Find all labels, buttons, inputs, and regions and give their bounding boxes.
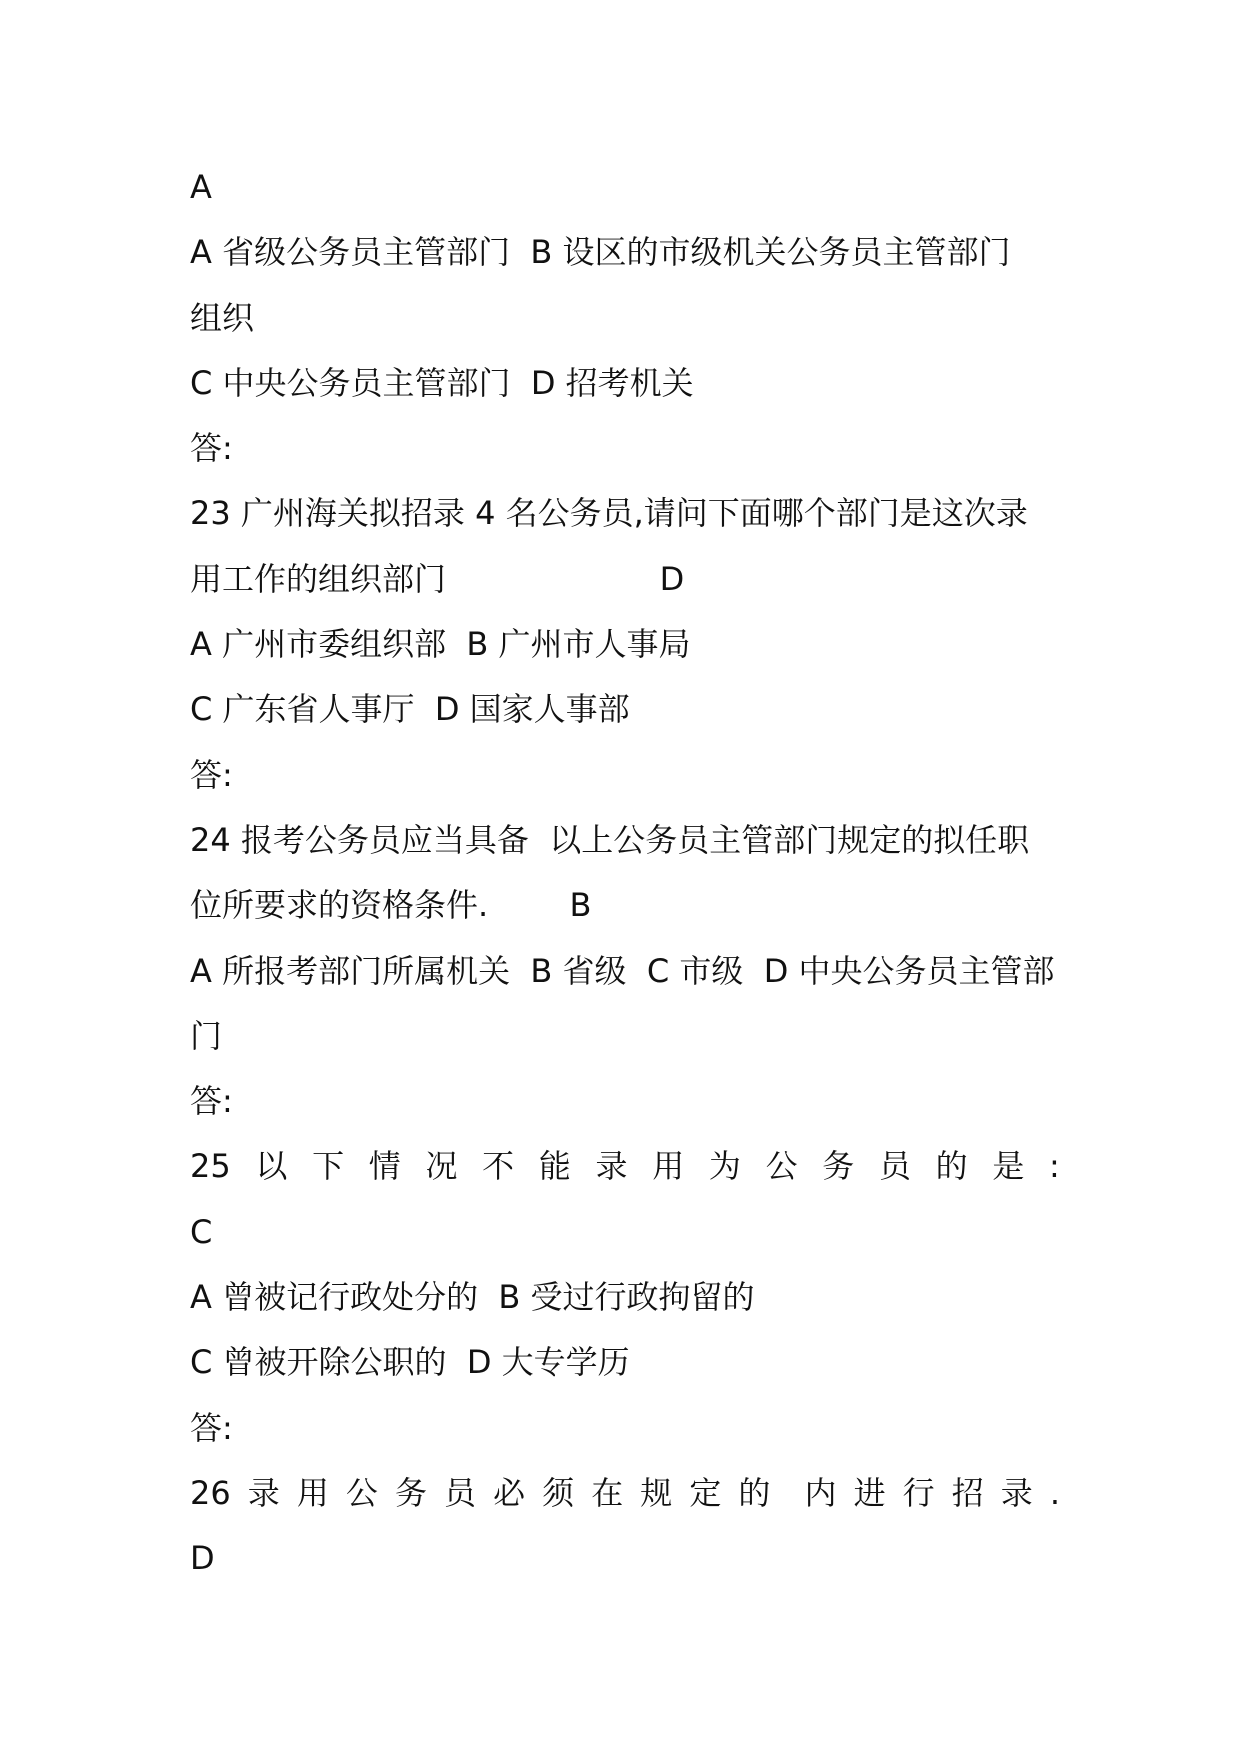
q25-char: 录 xyxy=(595,1147,628,1186)
q26-char: . xyxy=(1049,1473,1060,1512)
answer-22: A xyxy=(190,168,212,206)
q26-char: 进 xyxy=(853,1473,886,1512)
q25-options-ab: A 曾被记行政处分的 B 受过行政拘留的 xyxy=(190,1278,755,1317)
q25-char: 下 xyxy=(312,1147,345,1186)
document-body xyxy=(190,155,1070,1592)
q25-char: 为 xyxy=(708,1147,741,1186)
answer-25: C xyxy=(190,1212,213,1251)
q25-char: 以 xyxy=(255,1147,288,1186)
q26-char: 录 xyxy=(247,1473,280,1512)
q25-char: 情 xyxy=(368,1147,401,1186)
question-26 xyxy=(190,1461,1060,1526)
q26-char: 内 xyxy=(804,1473,837,1512)
question-24-cont: 位所要求的资格条件. B xyxy=(190,886,592,925)
q26-char: 须 xyxy=(542,1473,575,1512)
question-24: 24 报考公务员应当具备 以上公务员主管部门规定的拟任职 xyxy=(190,820,1030,859)
q25-char: 不 xyxy=(482,1147,515,1186)
q23-options-cd: C 广东省人事厅 D 国家人事部 xyxy=(190,690,630,729)
question-23: 23 广州海关拟招录 4 名公务员,请问下面哪个部门是这次录 xyxy=(190,494,1028,533)
q26-char: 26 xyxy=(190,1473,231,1512)
q25-char: 员 xyxy=(878,1147,911,1186)
q25-char: 的 xyxy=(935,1147,968,1186)
q26-char: 录 xyxy=(1000,1473,1033,1512)
q22-options-cd: C 中央公务员主管部门 D 招考机关 xyxy=(190,363,694,402)
q26-char: 在 xyxy=(591,1473,624,1512)
q25-char: : xyxy=(1049,1147,1060,1186)
q25-char: 务 xyxy=(822,1147,855,1186)
q26-char: 定 xyxy=(689,1473,722,1512)
answer-label: 答: xyxy=(190,755,233,794)
q24-options-cont: 门 xyxy=(190,1016,223,1055)
q25-char: 况 xyxy=(425,1147,458,1186)
q26-char: 行 xyxy=(902,1473,935,1512)
q26-char: 的 xyxy=(738,1473,771,1512)
q26-char: 员 xyxy=(444,1473,477,1512)
q25-char: 是 xyxy=(992,1147,1025,1186)
q23-options-ab: A 广州市委组织部 B 广州市人事局 xyxy=(190,625,691,664)
answer-26: D xyxy=(190,1539,215,1578)
question-23-cont: 用工作的组织部门 D xyxy=(190,559,685,598)
q26-char: 招 xyxy=(951,1473,984,1512)
q25-char: 用 xyxy=(652,1147,685,1186)
q25-char: 25 xyxy=(190,1147,231,1186)
answer-label: 答: xyxy=(190,429,233,468)
q24-options: A 所报考部门所属机关 B 省级 C 市级 D 中央公务员主管部 xyxy=(190,951,1055,990)
q26-char: 用 xyxy=(296,1473,329,1512)
answer-label: 答: xyxy=(190,1082,233,1121)
q25-char: 公 xyxy=(765,1147,798,1186)
q22-options-ab: A 省级公务员主管部门 B 设区的市级机关公务员主管部门 xyxy=(190,233,1011,272)
q25-char: 能 xyxy=(538,1147,571,1186)
q26-char: 规 xyxy=(640,1473,673,1512)
answer-label: 答: xyxy=(190,1408,233,1447)
q26-char: 必 xyxy=(493,1473,526,1512)
question-25 xyxy=(190,1134,1060,1199)
q26-char: 务 xyxy=(394,1473,427,1512)
q22-options-ab-cont: 组织 xyxy=(190,298,255,337)
q26-char: 公 xyxy=(345,1473,378,1512)
q25-options-cd: C 曾被开除公职的 D 大专学历 xyxy=(190,1343,630,1382)
